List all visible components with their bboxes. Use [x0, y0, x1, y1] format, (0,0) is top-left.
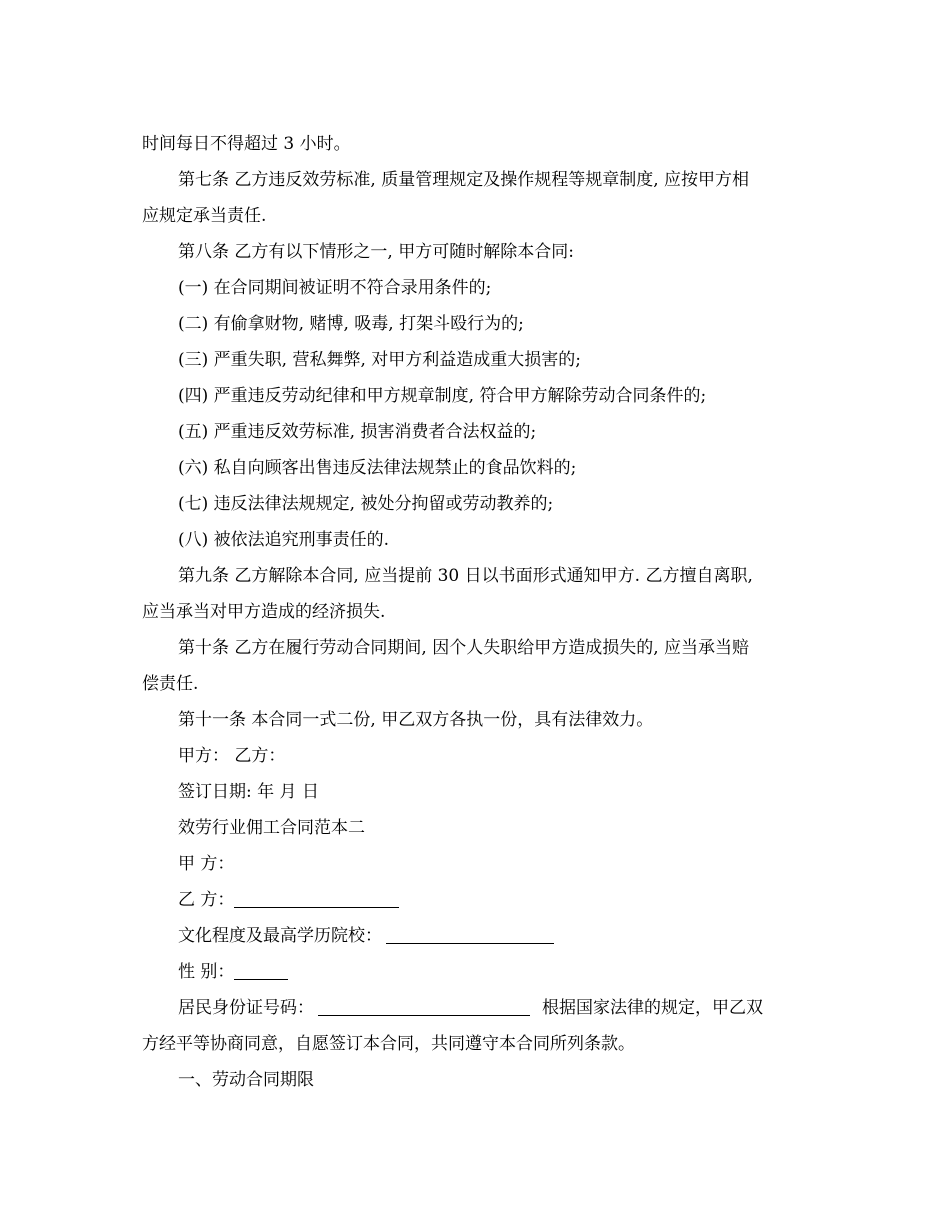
list-item: (五) 严重违反效劳标准, 损害消费者合法权益的;	[178, 422, 537, 442]
list-item: (四) 严重违反劳动纪律和甲方规章制度, 符合甲方解除劳动合同条件的;	[178, 386, 707, 406]
article-11-line: 第十一条 本合同一式二份, 甲乙双方各执一份，具有法律效力。	[178, 710, 654, 730]
article-7-continuation: 应规定承当责任.	[142, 206, 267, 226]
id-number-line	[142, 990, 807, 1026]
party-b-label: 乙 方：	[178, 890, 235, 910]
list-item: (六) 私自向顾客出售违反法律法规禁止的食品饮料的;	[178, 458, 577, 478]
article-8-line: 第八条 乙方有以下情形之一, 甲方可随时解除本合同:	[178, 242, 574, 262]
list-item: (八) 被依法追究刑事责任的.	[178, 530, 390, 550]
id-number-label: 居民身份证号码：	[178, 998, 314, 1018]
list-item: (三) 严重失职, 营私舞弊, 对甲方利益造成重大损害的;	[178, 350, 582, 370]
paragraph-line: 时间每日不得超过 3 小时。	[142, 134, 351, 154]
agreement-continuation: 方经平等协商同意，自愿签订本合同，共同遵守本合同所列条款。	[142, 1034, 635, 1054]
gender-label: 性 别：	[178, 962, 235, 982]
id-number-trailing-text: 根据国家法律的规定，甲乙双	[542, 998, 763, 1018]
article-9-continuation: 应当承当对甲方造成的经济损失.	[142, 602, 386, 622]
education-line	[142, 918, 807, 954]
education-blank	[386, 927, 554, 944]
article-9-line: 第九条 乙方解除本合同, 应当提前 30 日以书面形式通知甲方. 乙方擅自离职,	[178, 566, 753, 586]
party-signature-line: 甲方： 乙方：	[178, 746, 286, 766]
list-item: (二) 有偷拿财物, 赌博, 吸毒, 打架斗殴行为的;	[178, 314, 524, 334]
id-number-blank	[318, 999, 530, 1016]
article-10-line: 第十条 乙方在履行劳动合同期间, 因个人失职给甲方造成损失的, 应当承当赔	[178, 638, 750, 658]
list-item: (七) 违反法律法规规定, 被处分拘留或劳动教养的;	[178, 494, 554, 514]
party-b-blank	[234, 891, 399, 908]
template-title: 效劳行业佣工合同范本二	[178, 818, 365, 838]
signing-date-line: 签订日期: 年 月 日	[178, 782, 319, 802]
gender-line	[142, 954, 807, 990]
party-a-line: 甲 方：	[178, 854, 235, 874]
section-heading: 一、劳动合同期限	[178, 1070, 314, 1090]
gender-blank	[234, 963, 288, 980]
article-7-line: 第七条 乙方违反效劳标准, 质量管理规定及操作规程等规章制度, 应按甲方相	[178, 170, 750, 190]
party-b-line	[142, 882, 807, 918]
contract-text	[142, 126, 807, 1098]
list-item: (一) 在合同期间被证明不符合录用条件的;	[178, 278, 492, 298]
education-label: 文化程度及最高学历院校：	[178, 926, 382, 946]
article-10-continuation: 偿责任.	[142, 674, 199, 694]
